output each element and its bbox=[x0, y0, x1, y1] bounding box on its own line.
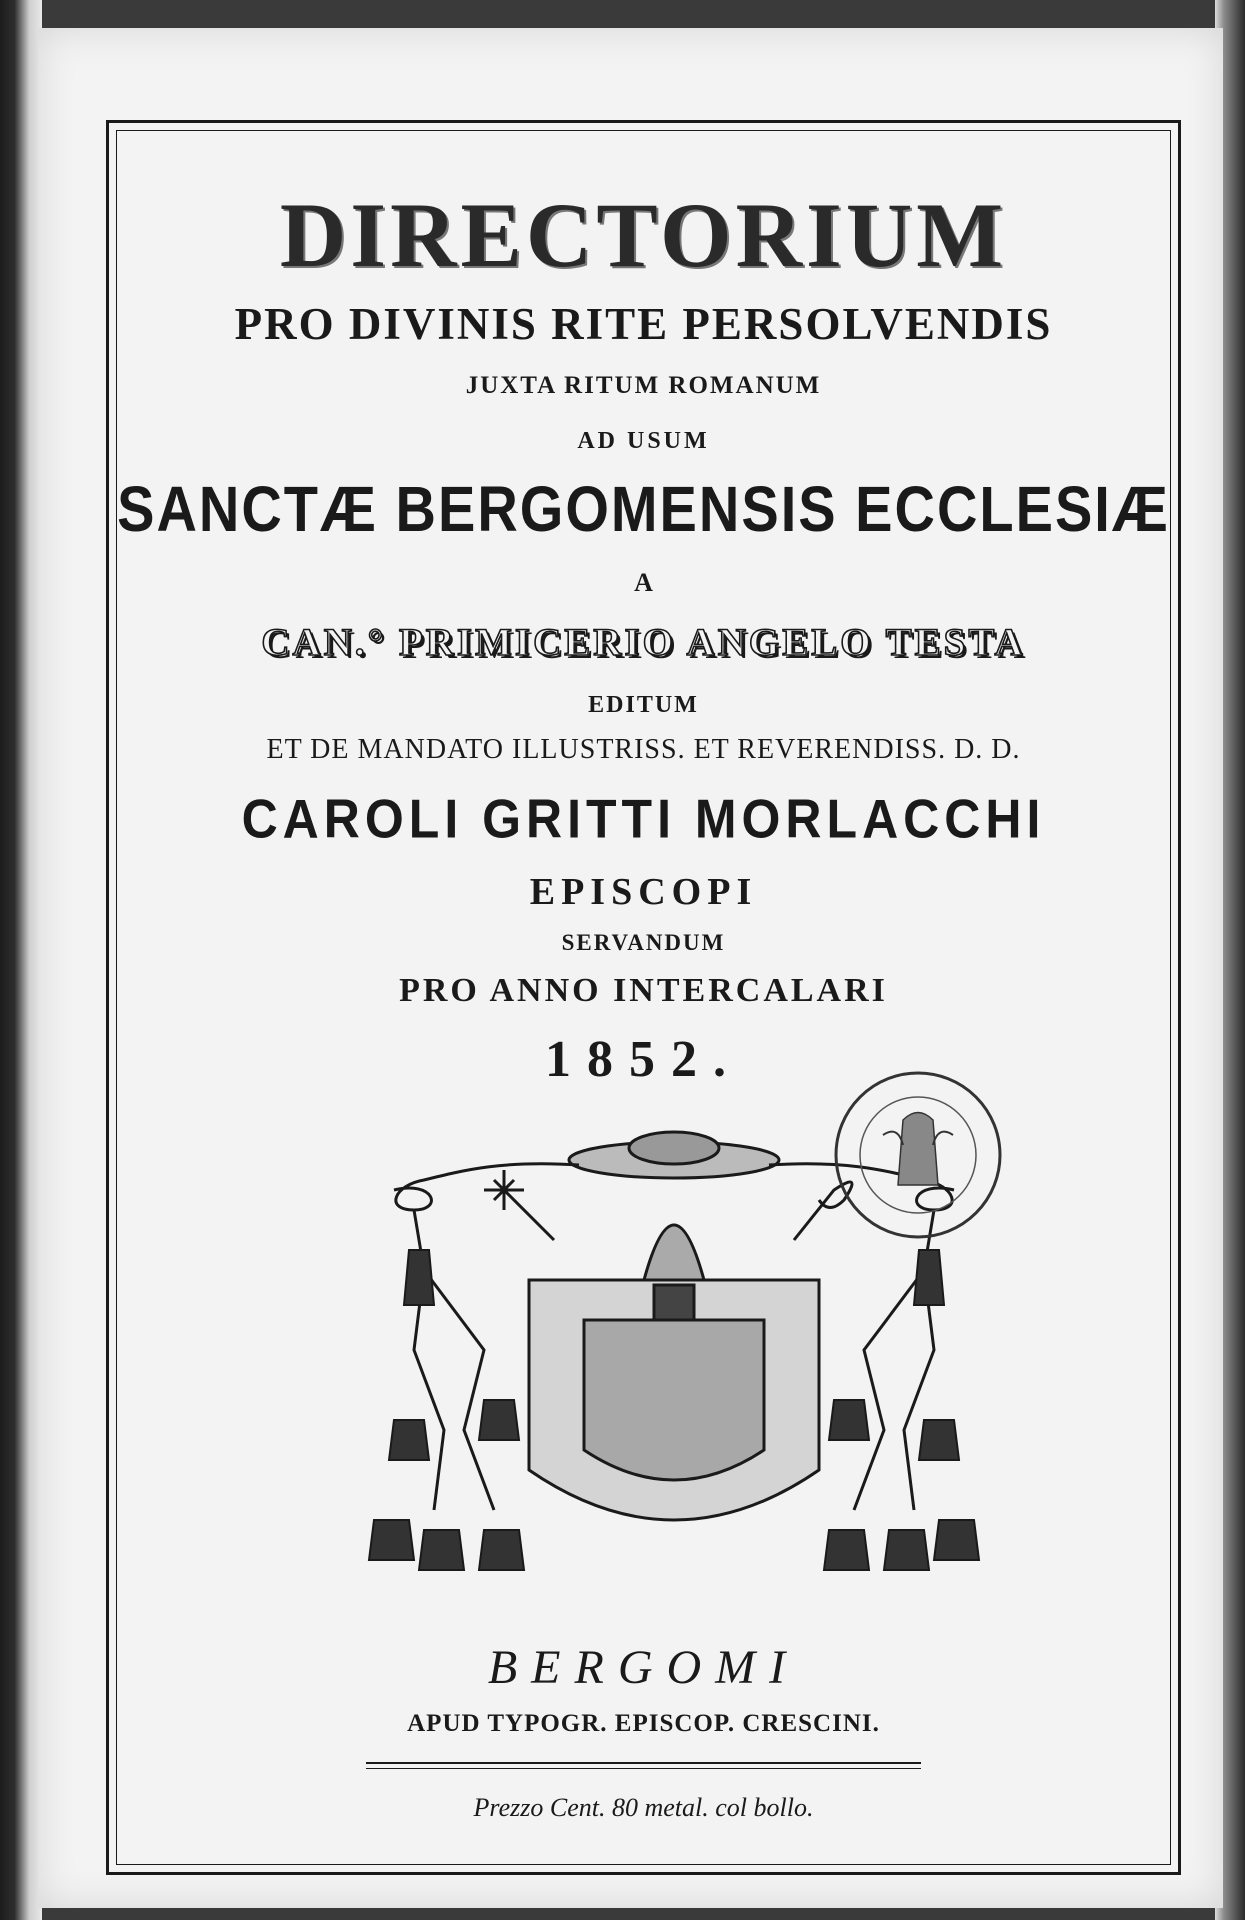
price-line: Prezzo Cent. 80 metal. col bollo. bbox=[473, 1793, 814, 1822]
title-page bbox=[38, 28, 1223, 1908]
page-title: DIRECTORIUM bbox=[279, 184, 1008, 286]
tax-stamp-image bbox=[828, 1065, 1008, 1245]
subtitle-line-2: JUXTA RITUM ROMANUM bbox=[465, 372, 822, 399]
a-line: A bbox=[634, 568, 653, 597]
ad-usum-line: AD USUM bbox=[577, 428, 710, 454]
editum-line: EDITUM bbox=[588, 692, 699, 718]
bishop-name: CAROLI GRITTI MORLACCHI bbox=[241, 788, 1046, 850]
editor-name: CAN.° PRIMICERIO ANGELO TESTA bbox=[261, 621, 1026, 664]
page-content bbox=[116, 130, 1171, 1865]
year-line: PRO ANNO INTERCALARI bbox=[399, 972, 888, 1009]
church-name: SANCTÆ BERGOMENSIS ECCLESIÆ bbox=[117, 472, 1170, 545]
year: 1852. bbox=[545, 1031, 742, 1088]
divider-rule bbox=[366, 1762, 921, 1764]
place-of-publication: BERGOMI bbox=[487, 1641, 800, 1694]
book-binding-left bbox=[0, 0, 42, 1920]
servandum-line: SERVANDUM bbox=[561, 930, 726, 955]
bishop-title: EPISCOPI bbox=[529, 871, 758, 913]
divider-rule-thin bbox=[366, 1768, 921, 1769]
printer-line: APUD TYPOGR. EPISCOP. CRESCINI. bbox=[407, 1710, 880, 1737]
mandate-line: ET DE MANDATO ILLUSTRISS. ET REVERENDISS. D. D. bbox=[266, 734, 1021, 765]
subtitle-line-1: PRO DIVINIS RITE PERSOLVENDIS bbox=[234, 299, 1053, 349]
